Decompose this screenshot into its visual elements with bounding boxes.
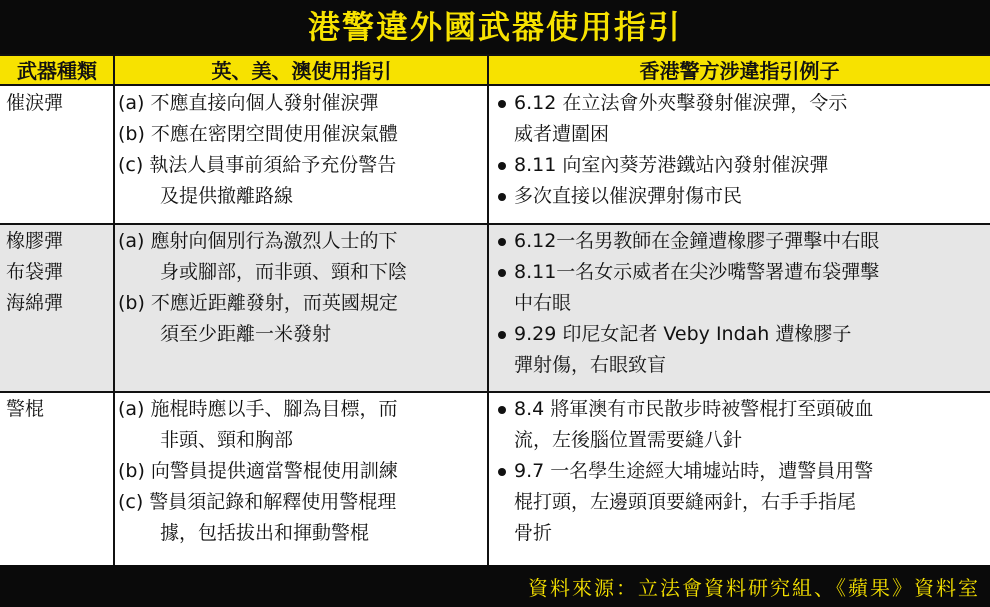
column-divider xyxy=(113,54,115,565)
guideline-continuation: 須至少距離一米發射 xyxy=(160,323,332,345)
guideline-cell xyxy=(118,394,486,549)
example-continuation: 棍打頭，左邊頭頂要縫兩針，右手手指尾 xyxy=(514,491,857,513)
example-cell xyxy=(494,394,988,549)
guideline-item: (a) 不應直接向個人發射催淚彈 xyxy=(118,92,379,114)
title-bar xyxy=(0,0,990,54)
guideline-continuation: 及提供撤離路線 xyxy=(160,185,294,207)
source-footer xyxy=(0,565,990,607)
guideline-item: (c) 警員須記錄和解釋使用警棍理 xyxy=(118,491,397,513)
weapon-label: 橡膠彈 xyxy=(6,230,64,252)
page-title: 港警違外國武器使用指引 xyxy=(307,8,682,46)
guideline-continuation: 據，包括拔出和揮動警棍 xyxy=(160,522,370,544)
weapon-label: 催淚彈 xyxy=(6,92,64,114)
example-cell xyxy=(494,226,988,381)
guideline-item: (b) 不應在密閉空間使用催淚氣體 xyxy=(118,123,398,145)
example-continuation: 流，左後腦位置需要縫八針 xyxy=(514,429,743,451)
guideline-item: (b) 不應近距離發射，而英國規定 xyxy=(118,292,398,314)
weapon-label: 布袋彈 xyxy=(6,261,64,283)
row-divider xyxy=(0,223,990,225)
weapon-cell xyxy=(6,394,110,425)
header-foreign-guidelines: 英、美、澳使用指引 xyxy=(114,54,488,86)
guideline-item: (c) 執法人員事前須給予充份警告 xyxy=(118,154,397,176)
row-divider xyxy=(0,391,990,393)
guideline-item: (a) 施棍時應以手、腳為目標，而 xyxy=(118,398,398,420)
source-credit: 資料來源：立法會資料研究組、《蘋果》資料室 xyxy=(528,575,980,600)
example-continuation: 彈射傷，右眼致盲 xyxy=(514,354,667,376)
header-hk-examples: 香港警方涉違指引例子 xyxy=(488,54,990,86)
weapon-label: 海綿彈 xyxy=(6,292,64,314)
guideline-continuation: 非頭、頸和胸部 xyxy=(160,429,294,451)
guideline-item: (b) 向警員提供適當警棍使用訓練 xyxy=(118,460,398,482)
divider xyxy=(0,54,990,56)
guideline-cell xyxy=(118,88,486,212)
guideline-item: (a) 應射向個別行為激烈人士的下 xyxy=(118,230,398,252)
example-item: 8.4 將軍澳有市民散步時被警棍打至頭破血 xyxy=(494,394,988,425)
header-weapon-type: 武器種類 xyxy=(0,54,114,86)
example-item: 6.12 在立法會外夾擊發射催淚彈，令示 xyxy=(494,88,988,119)
example-item: 多次直接以催淚彈射傷市民 xyxy=(494,181,988,212)
example-continuation: 威者遭圍困 xyxy=(514,123,610,145)
weapon-cell xyxy=(6,226,110,319)
example-cell xyxy=(494,88,988,212)
guideline-continuation: 身或腳部，而非頭、頸和下陰 xyxy=(160,261,408,283)
example-item: 8.11 向室內葵芳港鐵站內發射催淚彈 xyxy=(494,150,988,181)
weapon-label: 警棍 xyxy=(6,398,45,420)
example-item: 9.29 印尼女記者 Veby Indah 遭橡膠子 xyxy=(494,319,988,350)
column-divider xyxy=(487,54,489,565)
weapon-cell xyxy=(6,88,110,119)
example-continuation: 中右眼 xyxy=(514,292,572,314)
example-continuation: 骨折 xyxy=(514,522,553,544)
guideline-cell xyxy=(118,226,486,350)
example-item: 8.11一名女示威者在尖沙嘴警署遭布袋彈擊 xyxy=(494,257,988,288)
example-item: 6.12一名男教師在金鐘遭橡膠子彈擊中右眼 xyxy=(494,226,988,257)
example-item: 9.7 一名學生途經大埔墟站時，遭警員用警 xyxy=(494,456,988,487)
